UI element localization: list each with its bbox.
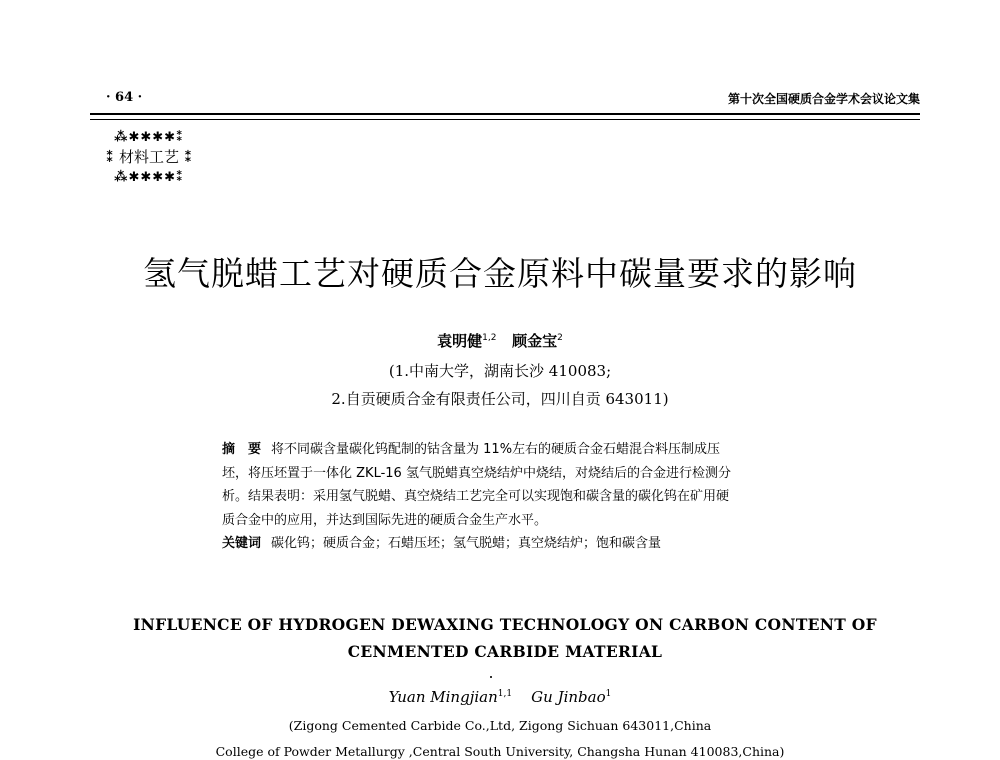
page-number: · 64 · (106, 90, 143, 105)
header-rule-thin (90, 119, 920, 120)
abstract-label: 摘 要 (222, 442, 262, 457)
keywords-label: 关键词 (222, 536, 262, 551)
affiliation-en-1: (Zigong Cemented Carbide Co.,Ltd, Zigong Sichuan 643011,China (288, 718, 712, 733)
author-affil-mark: 1,1 (497, 689, 513, 699)
affiliation-cn-1: (1.中南大学，湖南长沙 410083; (388, 362, 612, 380)
ornament-bottom: ⁂✱✱✱✱⁑ (114, 170, 184, 185)
column-label-box (90, 130, 208, 185)
ornament-top: ⁂✱✱✱✱⁑ (114, 130, 184, 145)
author-name: 顾金宝 (512, 332, 558, 350)
abstract-line: 将不同碳含量碳化钨配制的钴含量为 11%左右的硬质合金石蜡混合料压制成压 (271, 442, 721, 457)
title-en-line: CENMENTED CARBIDE MATERIAL (347, 642, 663, 661)
header-rule-thick (90, 113, 920, 115)
abstract-line: 坯，将压坯置于一体化 ZKL-16 氢气脱蜡真空烧结炉中烧结，对烧结后的合金进行检测分 (222, 465, 731, 481)
author-name: 袁明健 (437, 332, 483, 350)
ornament-right: ⁑ (179, 148, 193, 166)
abstract-cn (222, 438, 788, 556)
paper-title-en (90, 611, 920, 665)
column-label: 材料工艺 (118, 148, 179, 166)
stray-dot (490, 676, 492, 678)
title-en-line: INFLUENCE OF HYDROGEN DEWAXING TECHNOLOGY ON CARBON CONTENT OF (133, 615, 877, 634)
authors-cn (0, 330, 1000, 351)
journal-title: 第十次全国硬质合金学术会议论文集 (727, 92, 920, 106)
author-name-en: Yuan Mingjian (388, 688, 498, 706)
authors-en (0, 688, 1000, 706)
affiliation-en-2: College of Powder Metallurgy ,Central South University, Changsha Hunan 410083,China) (215, 744, 785, 759)
abstract-line: 质合金中的应用，并达到国际先进的硬质合金生产水平。 (222, 512, 548, 528)
abstract-line: 析。结果表明：采用氢气脱蜡、真空烧结工艺完全可以实现饱和碳含量的碳化钨在矿用硬 (222, 489, 730, 504)
keywords: 碳化钨；硬质合金；石蜡压坯；氢气脱蜡；真空烧结炉；饱和碳含量 (271, 536, 662, 551)
author-name-en: Gu Jinbao (531, 688, 606, 706)
ornament-left: ⁑ (105, 148, 119, 166)
author-affil-mark: 2 (557, 333, 563, 343)
affiliation-cn-2: 2.自贡硬质合金有限责任公司，四川自贡 643011) (331, 390, 669, 408)
author-affil-mark: 1,2 (482, 333, 497, 343)
author-affil-mark: 1 (605, 689, 612, 699)
paper-title-cn: 氢气脱蜡工艺对硬质合金原料中碳量要求的影响 (143, 254, 857, 293)
